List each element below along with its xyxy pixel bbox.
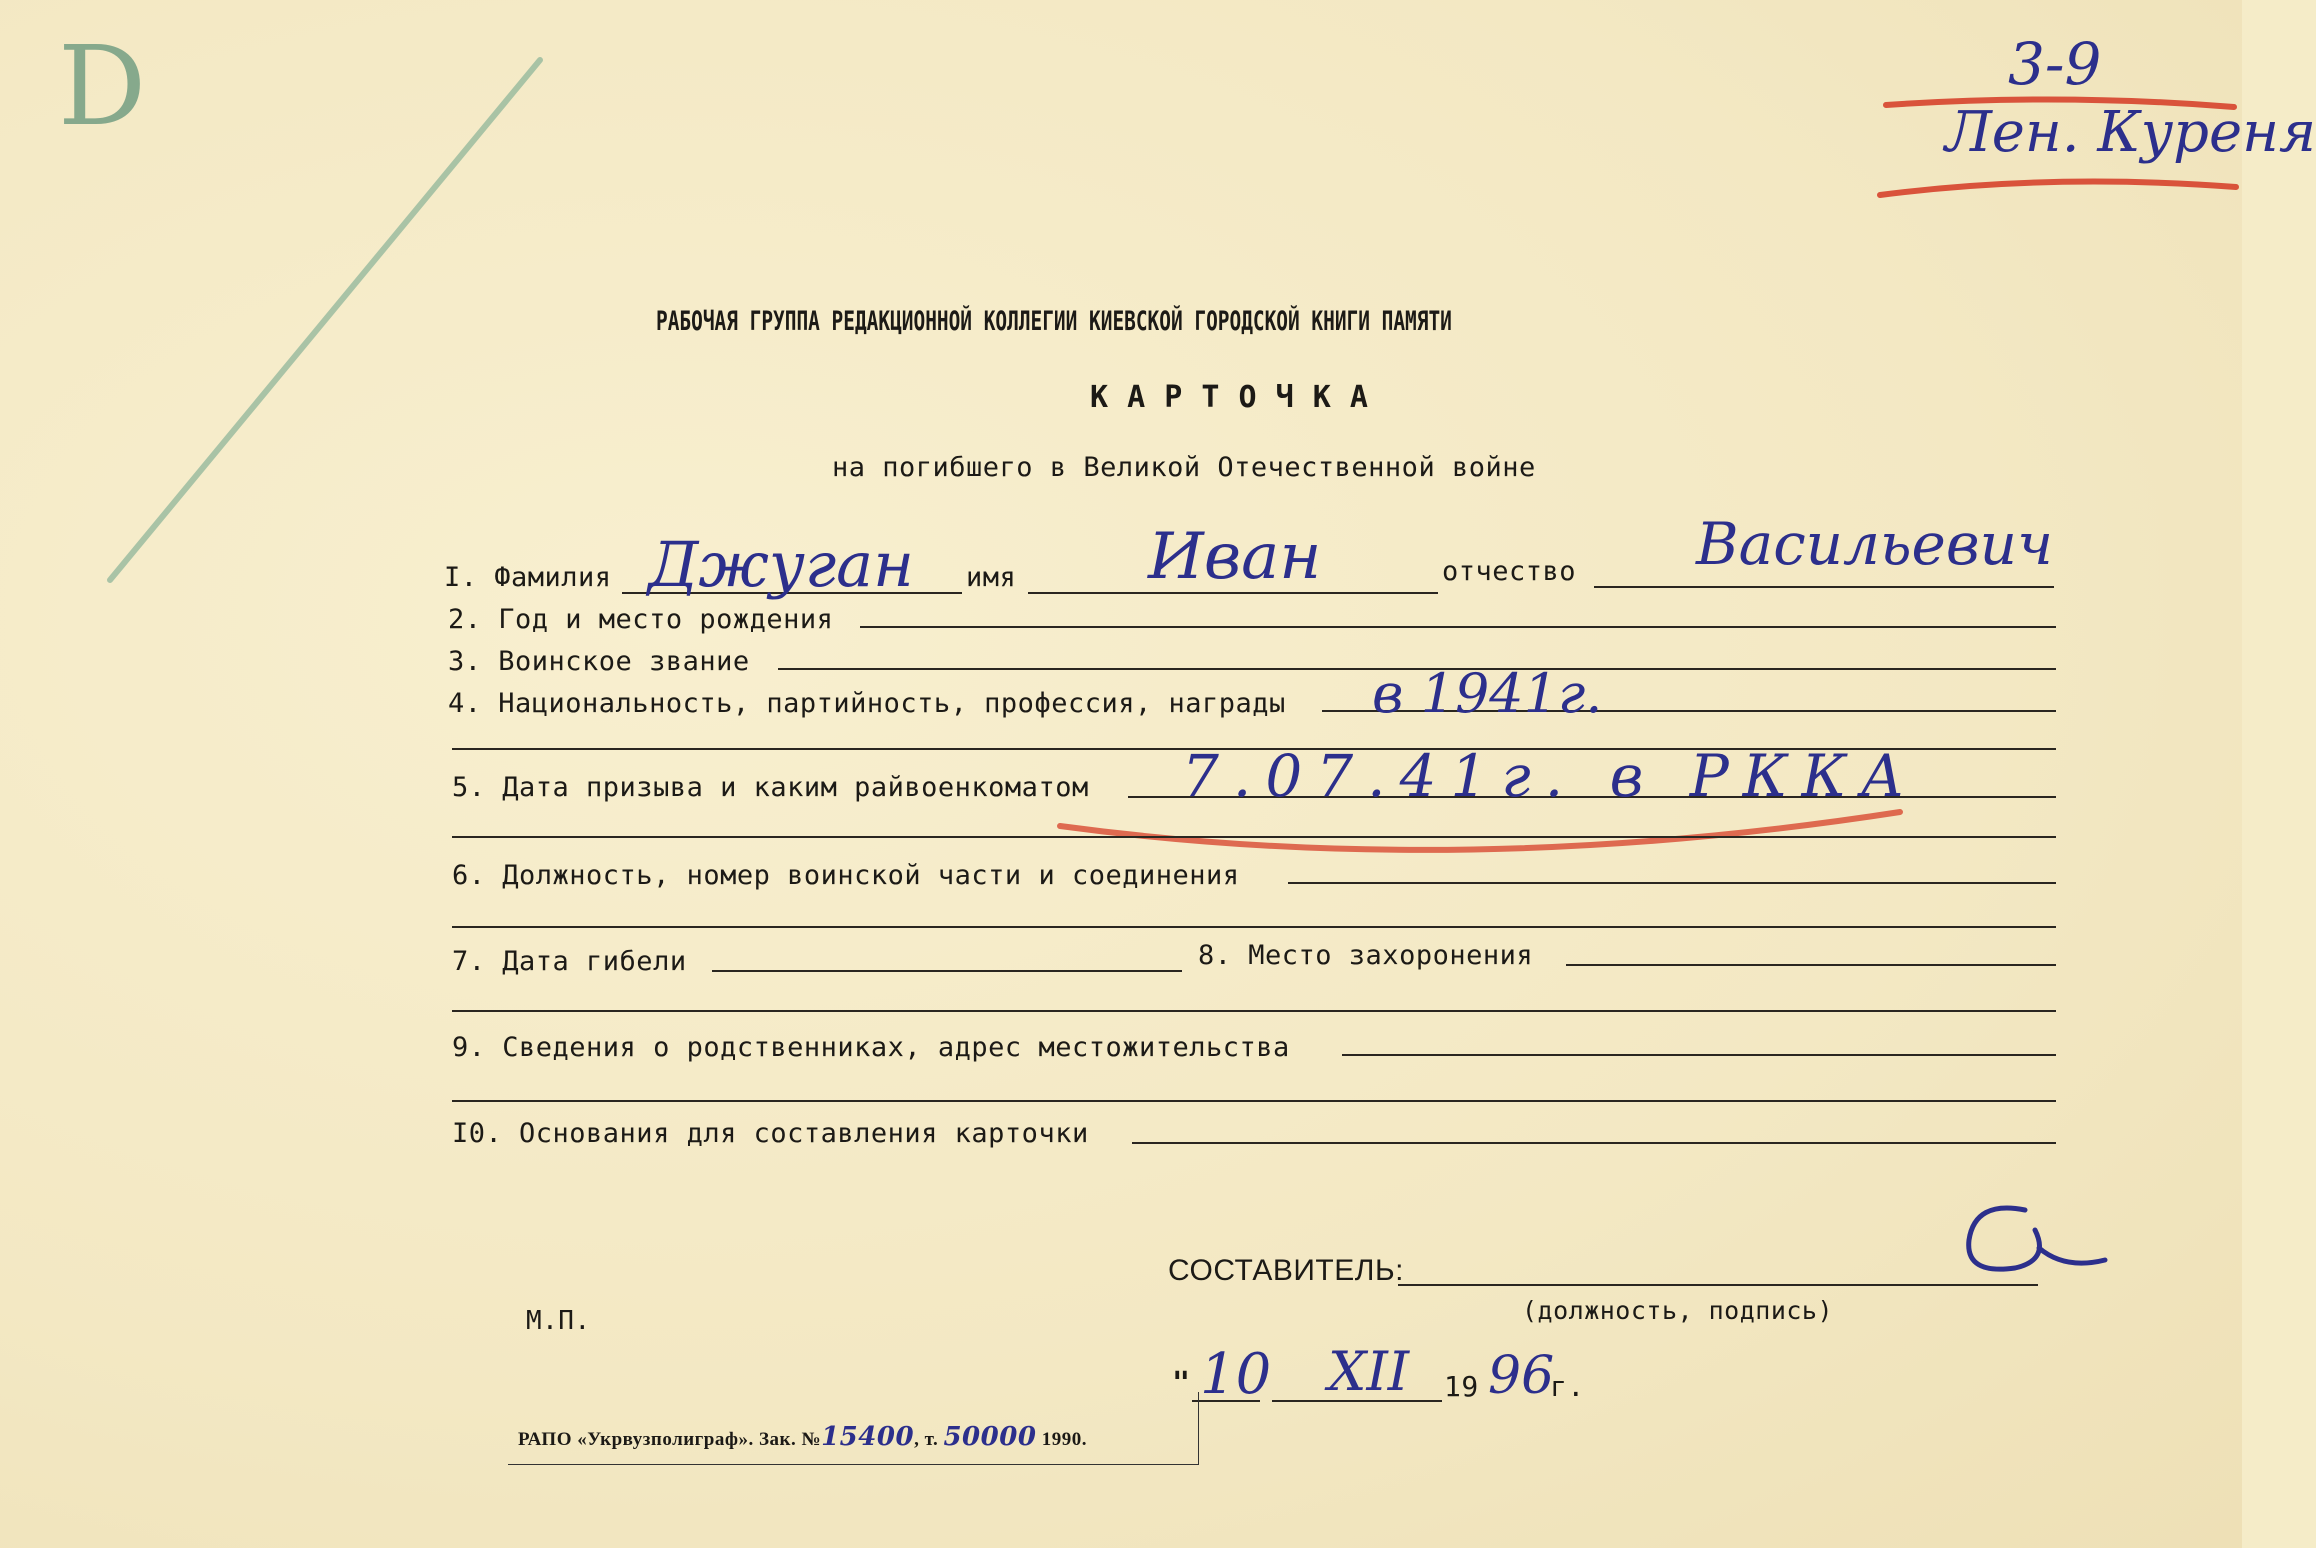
compiler-signature-line[interactable] xyxy=(1398,1284,2038,1286)
field-nationality-value: в 1941г. xyxy=(1372,662,1603,725)
field-relatives-line[interactable] xyxy=(1342,1054,2056,1056)
field-conscription-label: 5. Дата призыва и каким райвоенкоматом xyxy=(452,772,1089,803)
field-name-label: имя xyxy=(966,562,1017,593)
imprint-order-number: 15400 xyxy=(821,1422,915,1452)
imprint-text-b: , т. xyxy=(914,1429,939,1450)
field-burial-line[interactable] xyxy=(1566,964,2056,966)
field-death-date-line[interactable] xyxy=(712,970,1182,972)
green-pencil-stroke xyxy=(70,40,630,640)
field-birth-line[interactable] xyxy=(860,626,2056,628)
compiler-label: СОСТАВИТЕЛЬ: xyxy=(1168,1254,1404,1287)
date-year-suffix: 96 xyxy=(1488,1346,1555,1406)
field-burial-line-2[interactable] xyxy=(452,1010,2056,1012)
field-burial-label: 8. Место захоронения xyxy=(1198,940,1534,971)
field-name-value: Иван xyxy=(1148,520,1322,594)
imprint-line xyxy=(518,1422,1087,1452)
field-relatives-line-2[interactable] xyxy=(452,1100,2056,1102)
organization-heading: РАБОЧАЯ ГРУППА РЕДАКЦИОННОЙ КОЛЛЕГИИ КИЕВСКОЙ ГОРОДСКОЙ КНИГИ ПАМЯТИ xyxy=(656,306,1452,337)
date-year-end: г. xyxy=(1550,1370,1585,1403)
card-subtitle: на погибшего в Великой Отечественной войне xyxy=(832,452,1536,483)
date-month-value: XII xyxy=(1328,1340,1410,1403)
compiler-caption: (должность, подпись) xyxy=(1522,1296,1834,1325)
field-nationality-label: 4. Национальность, партийность, профессия, награды xyxy=(448,688,1286,719)
field-basis-line[interactable] xyxy=(1132,1142,2056,1144)
date-open-quote: " xyxy=(1172,1366,1191,1401)
compiler-signature xyxy=(1955,1190,2115,1300)
imprint-text-c: 1990. xyxy=(1041,1429,1087,1450)
date-day-value: 10 xyxy=(1200,1342,1272,1407)
field-death-date-label: 7. Дата гибели xyxy=(452,946,687,977)
date-year-prefix: 19 xyxy=(1444,1370,1479,1403)
field-position-line[interactable] xyxy=(1288,882,2056,884)
corner-note-mark: Лен. Куреня xyxy=(1945,100,2316,165)
field-surname-label: I. Фамилия xyxy=(444,562,612,593)
stamp-place-label: М.П. xyxy=(526,1306,591,1336)
red-underline-mark xyxy=(1040,790,1920,870)
field-basis-label: I0. Основания для составления карточки xyxy=(452,1118,1089,1149)
field-position-line-2[interactable] xyxy=(452,926,2056,928)
field-patronymic-value: Васильевич xyxy=(1696,510,2054,578)
field-patronymic-line[interactable] xyxy=(1594,586,2054,588)
field-position-label: 6. Должность, номер воинской части и соединения xyxy=(452,860,1240,891)
field-surname-value: Джуган xyxy=(648,528,914,601)
imprint-text-a: РАПО «Укрвузполиграф». Зак. № xyxy=(518,1429,822,1450)
field-birth-label: 2. Год и место рождения xyxy=(448,604,834,635)
field-relatives-label: 9. Сведения о родственниках, адрес местожительства xyxy=(452,1032,1290,1063)
card-title: К А Р Т О Ч К А xyxy=(1090,380,1369,415)
imprint-print-run: 50000 xyxy=(943,1422,1037,1452)
corner-letter-mark: D xyxy=(58,22,147,150)
field-patronymic-label: отчество xyxy=(1442,556,1577,587)
red-pencil-strokes xyxy=(1880,85,2240,205)
field-conscription-line-2[interactable] xyxy=(452,836,2056,838)
corner-number-mark: 3-9 xyxy=(2008,30,2102,98)
field-rank-label: 3. Воинское звание xyxy=(448,646,750,677)
field-conscription-value: 7.07.41г. в РККА xyxy=(1182,742,1919,810)
